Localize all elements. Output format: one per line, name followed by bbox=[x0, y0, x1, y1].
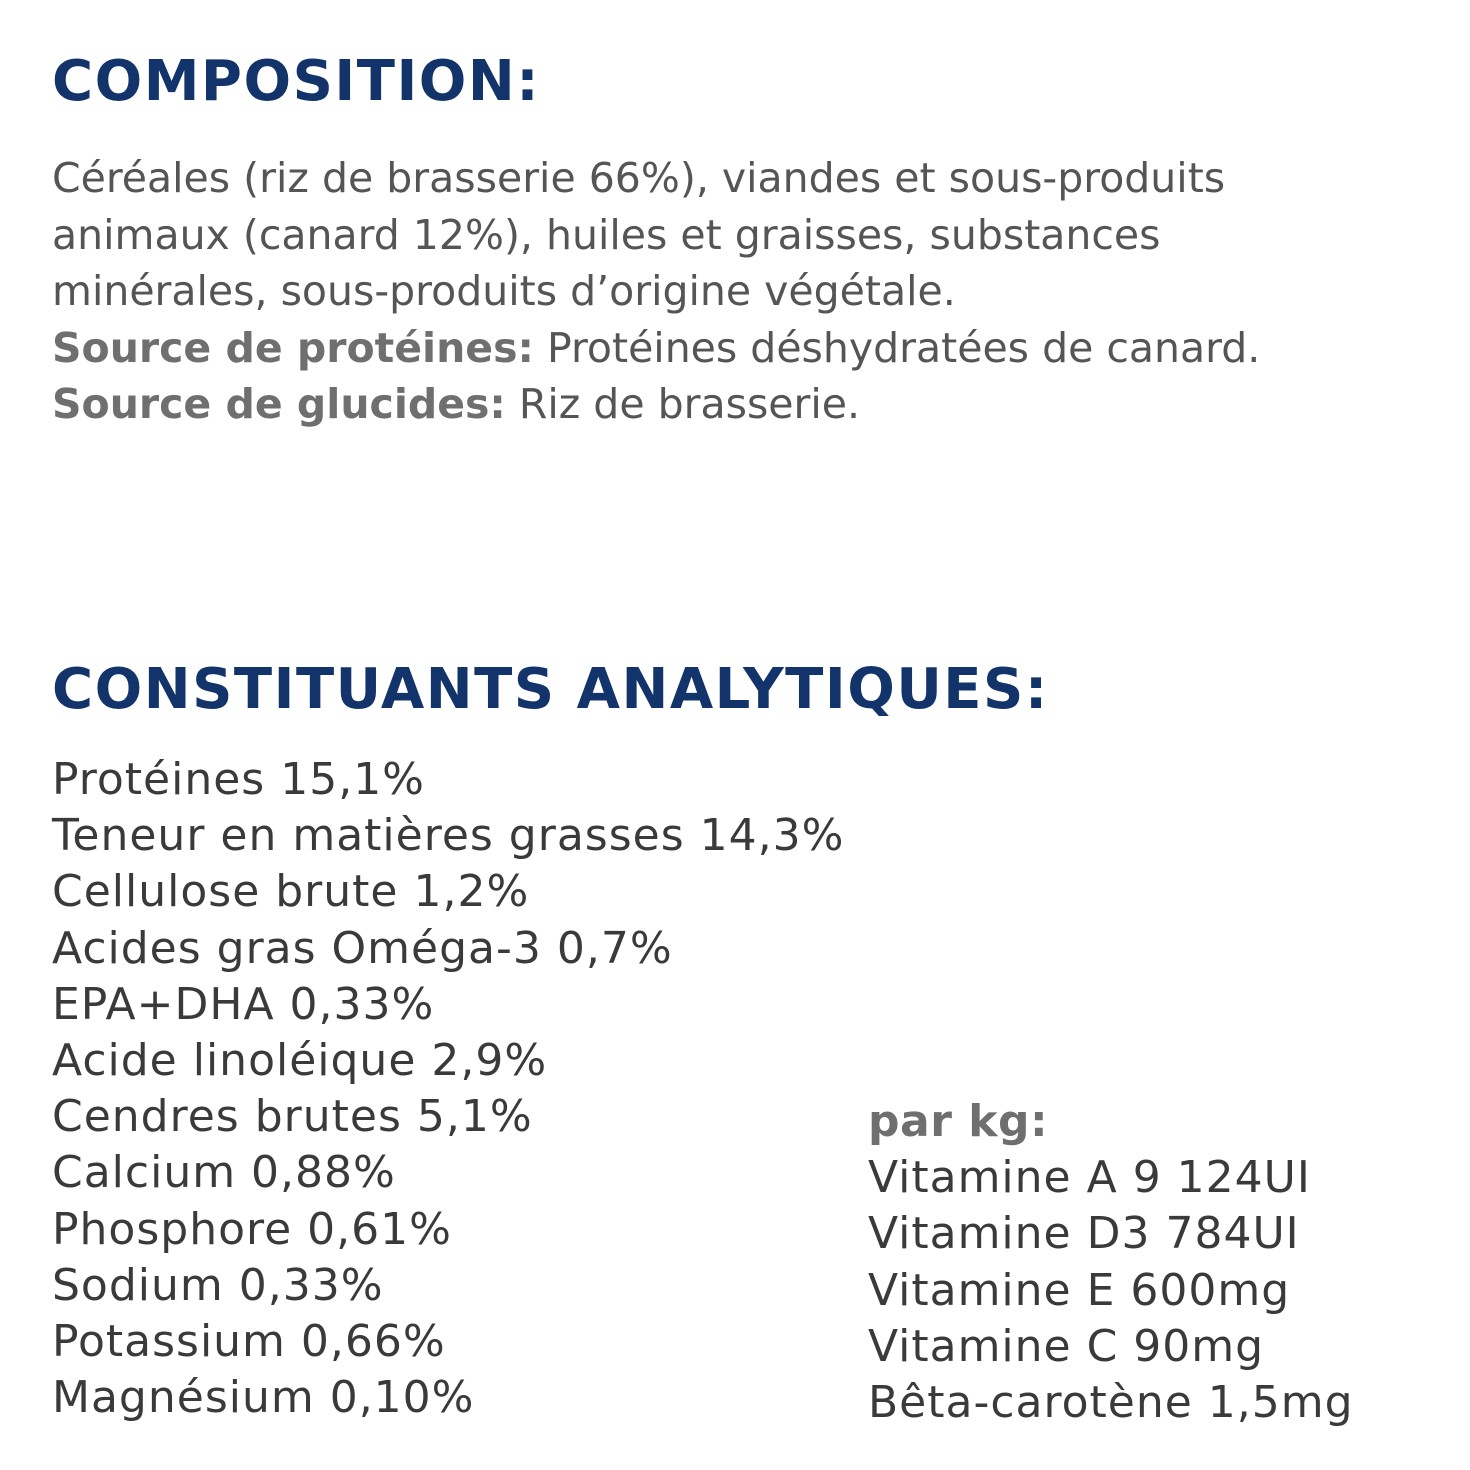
per-kg-title: par kg: bbox=[868, 1096, 1049, 1147]
per-kg-section bbox=[868, 1094, 1354, 1431]
composition-heading: COMPOSITION: bbox=[52, 49, 541, 114]
analytic-heading: CONSTITUANTS ANALYTIQUES: bbox=[52, 657, 1049, 722]
analytic-item: Protéines 15,1% bbox=[52, 754, 425, 805]
protein-source-value: Protéines déshydratées de canard. bbox=[533, 323, 1261, 372]
per-kg-list bbox=[868, 1150, 1354, 1431]
vitamin-item: Vitamine D3 784UI bbox=[868, 1208, 1300, 1260]
analytic-item: Acide linoléique 2,9% bbox=[52, 1035, 548, 1087]
analytic-item: Calcium 0,88% bbox=[52, 1147, 396, 1199]
analytic-item: EPA+DHA 0,33% bbox=[52, 978, 435, 1030]
carb-source-label: Source de glucides: bbox=[52, 380, 506, 428]
analytic-item: Teneur en matières grasses 14,3% bbox=[52, 810, 845, 862]
vitamin-item: Bêta-carotène 1,5mg bbox=[868, 1377, 1354, 1429]
protein-source-label: Source de protéines: bbox=[52, 323, 534, 372]
analytic-item: Potassium 0,66% bbox=[52, 1316, 446, 1368]
composition-line: Céréales (riz de brasserie 66%), viandes et sous-produits bbox=[52, 154, 1226, 202]
composition-text bbox=[52, 150, 1462, 433]
analytic-list bbox=[52, 752, 844, 1426]
carb-source-value: Riz de brasserie. bbox=[505, 380, 861, 428]
carb-source bbox=[52, 376, 1462, 433]
analytic-item: Cendres brutes 5,1% bbox=[52, 1091, 533, 1143]
vitamin-item: Vitamine C 90mg bbox=[868, 1320, 1265, 1372]
analytic-item: Cellulose brute 1,2% bbox=[52, 866, 530, 918]
analytic-item: Acides gras Oméga-3 0,7% bbox=[52, 922, 673, 974]
vitamin-item: Vitamine E 600mg bbox=[868, 1264, 1291, 1316]
analytic-item: Sodium 0,33% bbox=[52, 1259, 384, 1311]
composition-line: minérales, sous-produits d’origine végétale. bbox=[52, 267, 956, 315]
analytic-item: Phosphore 0,61% bbox=[52, 1203, 452, 1255]
composition-line: animaux (canard 12%), huiles et graisses, substances bbox=[52, 210, 1161, 259]
protein-source bbox=[52, 320, 1462, 377]
analytic-item: Magnésium 0,10% bbox=[52, 1372, 475, 1424]
vitamin-item: Vitamine A 9 124UI bbox=[868, 1152, 1311, 1204]
